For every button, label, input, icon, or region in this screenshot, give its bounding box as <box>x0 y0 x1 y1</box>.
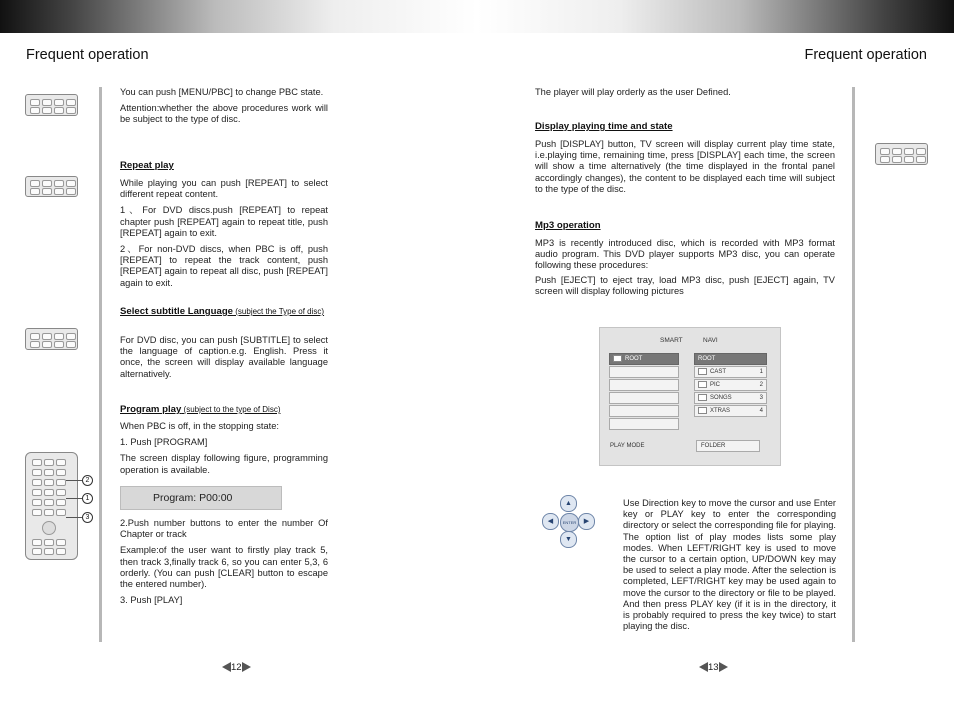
program-heading-text: Program play <box>120 404 182 415</box>
list-item: PIC 2 <box>694 379 767 391</box>
subtitle-heading-text: Select subtitle Language <box>120 306 234 317</box>
right-arrow-icon: ▶ <box>578 513 595 530</box>
callout-line-1 <box>66 498 82 499</box>
play-mode-list <box>609 353 679 431</box>
direction-key-text: Use Direction key to move the cursor and use Enter key or PLAY key to enter the corresponding directory or select the corresponding file for playing. The option list of play modes lists some play modes. When LEFT/RIGHT key is used to move the cursor to a certain option, UP/DOWN key may be used to select a play mode. After the selection is completed, LEFT/RIGHT key may be used again to move the cursor to the directory or file to be played. And then press PLAY key (if it is in the directory, it is probably required to press the key twice) to start playing the disc. <box>623 498 836 632</box>
list-item: ROOT <box>609 353 679 365</box>
program-body-2 <box>120 518 328 606</box>
list-item <box>609 392 679 404</box>
page-title-right: Frequent operation <box>804 47 927 63</box>
list-item: XTRAS 4 <box>694 405 767 417</box>
next-arrow-icon <box>719 662 728 672</box>
pbc-intro <box>120 87 328 126</box>
page-title-left: Frequent operation <box>26 47 149 63</box>
callout-line-3 <box>66 517 82 518</box>
remote-subtitle-thumbnail <box>25 328 78 350</box>
list-item: SONGS 3 <box>694 392 767 404</box>
mp3-heading: Mp3 operation <box>535 220 601 231</box>
repeat-heading: Repeat play <box>120 160 174 171</box>
list-item: ROOT <box>694 353 767 365</box>
down-arrow-icon: ▼ <box>560 531 577 548</box>
list-item <box>609 379 679 391</box>
prev-arrow-icon <box>699 662 708 672</box>
mp3-para: MP3 is recently introduced disc, which is recorded with MP3 format audio program. This DVD player supports MP3 disc, you can operate following these procedures: <box>535 238 835 271</box>
remote-repeat-thumbnail <box>25 176 78 197</box>
program-para: The screen display following figure, programming operation is available. <box>120 453 328 475</box>
list-item <box>609 366 679 378</box>
right-margin-rule <box>852 87 855 642</box>
page-number-text: 13 <box>708 662 719 673</box>
left-arrow-icon: ◀ <box>542 513 559 530</box>
enter-key: ENTER <box>560 513 579 532</box>
subtitle-body <box>120 335 328 380</box>
folder-icon <box>698 407 707 414</box>
page-number-right <box>699 662 728 673</box>
folder-icon <box>698 368 707 375</box>
callout-1: 1 <box>82 493 93 504</box>
mp3-body <box>535 238 835 297</box>
program-para: When PBC is off, in the stopping state: <box>120 421 279 431</box>
program-heading-note: (subject to the type of Disc) <box>181 405 281 414</box>
folder-button: FOLDER <box>696 440 760 452</box>
prev-arrow-icon <box>222 662 231 672</box>
remote-program-illustration <box>25 452 78 560</box>
tab-navi: NAVI <box>703 337 718 344</box>
folder-icon <box>613 355 622 362</box>
mp3-para: Push [EJECT] to eject tray, load MP3 disc, push [EJECT] again, TV screen will display following pictures <box>535 274 835 296</box>
next-arrow-icon <box>242 662 251 672</box>
header-band-left <box>0 0 477 33</box>
subtitle-heading <box>120 306 328 318</box>
program-display-box: Program: P00:00 <box>120 486 282 510</box>
page-number-text: 12 <box>231 662 242 673</box>
program-para: 1. Push [PROGRAM] <box>120 437 208 448</box>
subtitle-heading-note: (subject the Type of disc) <box>233 307 325 316</box>
play-mode-label: PLAY MODE <box>610 443 645 449</box>
remote-menu-thumbnail <box>25 94 78 116</box>
folder-icon <box>698 394 707 401</box>
display-body: Push [DISPLAY] button, TV screen will display current play time state, i.e.playing time, remaining time, press [DISPLAY] each time, the screen will show a time alternatively (the time displayed in the frontal panel accordingly changes), the content to be displayed each time will subject to the type of the disc. <box>535 139 835 194</box>
subtitle-para: For DVD disc, you can push [SUBTITLE] to select the language of caption.e.g. English. Press it once, the screen will display available language alternatively. <box>120 335 328 379</box>
list-item: CAST 1 <box>694 366 767 378</box>
page-number-left <box>222 662 251 673</box>
remote-display-thumbnail <box>875 143 928 165</box>
tab-smart: SMART <box>660 337 683 344</box>
up-arrow-icon: ▲ <box>560 495 577 512</box>
list-item <box>609 405 679 417</box>
list-item <box>609 418 679 430</box>
callout-2: 2 <box>82 475 93 486</box>
program-result-text: The player will play orderly as the user Defined. <box>535 87 731 97</box>
callout-3: 3 <box>82 512 93 523</box>
repeat-para: While playing you can push [REPEAT] to select different repeat content. <box>120 178 328 200</box>
folder-icon <box>698 381 707 388</box>
pbc-para: You can push [MENU/PBC] to change PBC state. <box>120 87 324 97</box>
pbc-attention: Attention:whether the above procedures work will be subject to the type of disc. <box>120 103 328 125</box>
callout-line-2 <box>66 480 82 481</box>
program-para: 2.Push number buttons to enter the number Of Chapter or track <box>120 518 328 540</box>
mp3-screen-illustration <box>599 327 781 466</box>
program-heading <box>120 404 328 415</box>
program-para: Example:of the user want to firstly play track 5, then track 3,finally track 6, so you can enter 5,3, 6 orderly. (You can push [CLEAR] button to escape the entered number). <box>120 545 328 590</box>
left-margin-rule <box>99 87 102 642</box>
repeat-para: 1、For DVD discs.push [REPEAT] to repeat chapter push [REPEAT] again to repeat title, push [REPEAT] again to exit. <box>120 205 328 238</box>
program-para: 3. Push [PLAY] <box>120 595 183 606</box>
header-band-right <box>477 0 954 33</box>
repeat-body <box>120 178 328 289</box>
program-body-1 <box>120 421 328 476</box>
repeat-para: 2、For non-DVD discs, when PBC is off, push [REPEAT] to repeat the track content, push [REPEAT] again to repeat all disc, push [REPEAT] again to exit. <box>120 244 328 288</box>
display-heading: Display playing time and state <box>535 121 673 132</box>
direction-pad-illustration <box>542 495 595 548</box>
folder-list <box>694 353 767 418</box>
